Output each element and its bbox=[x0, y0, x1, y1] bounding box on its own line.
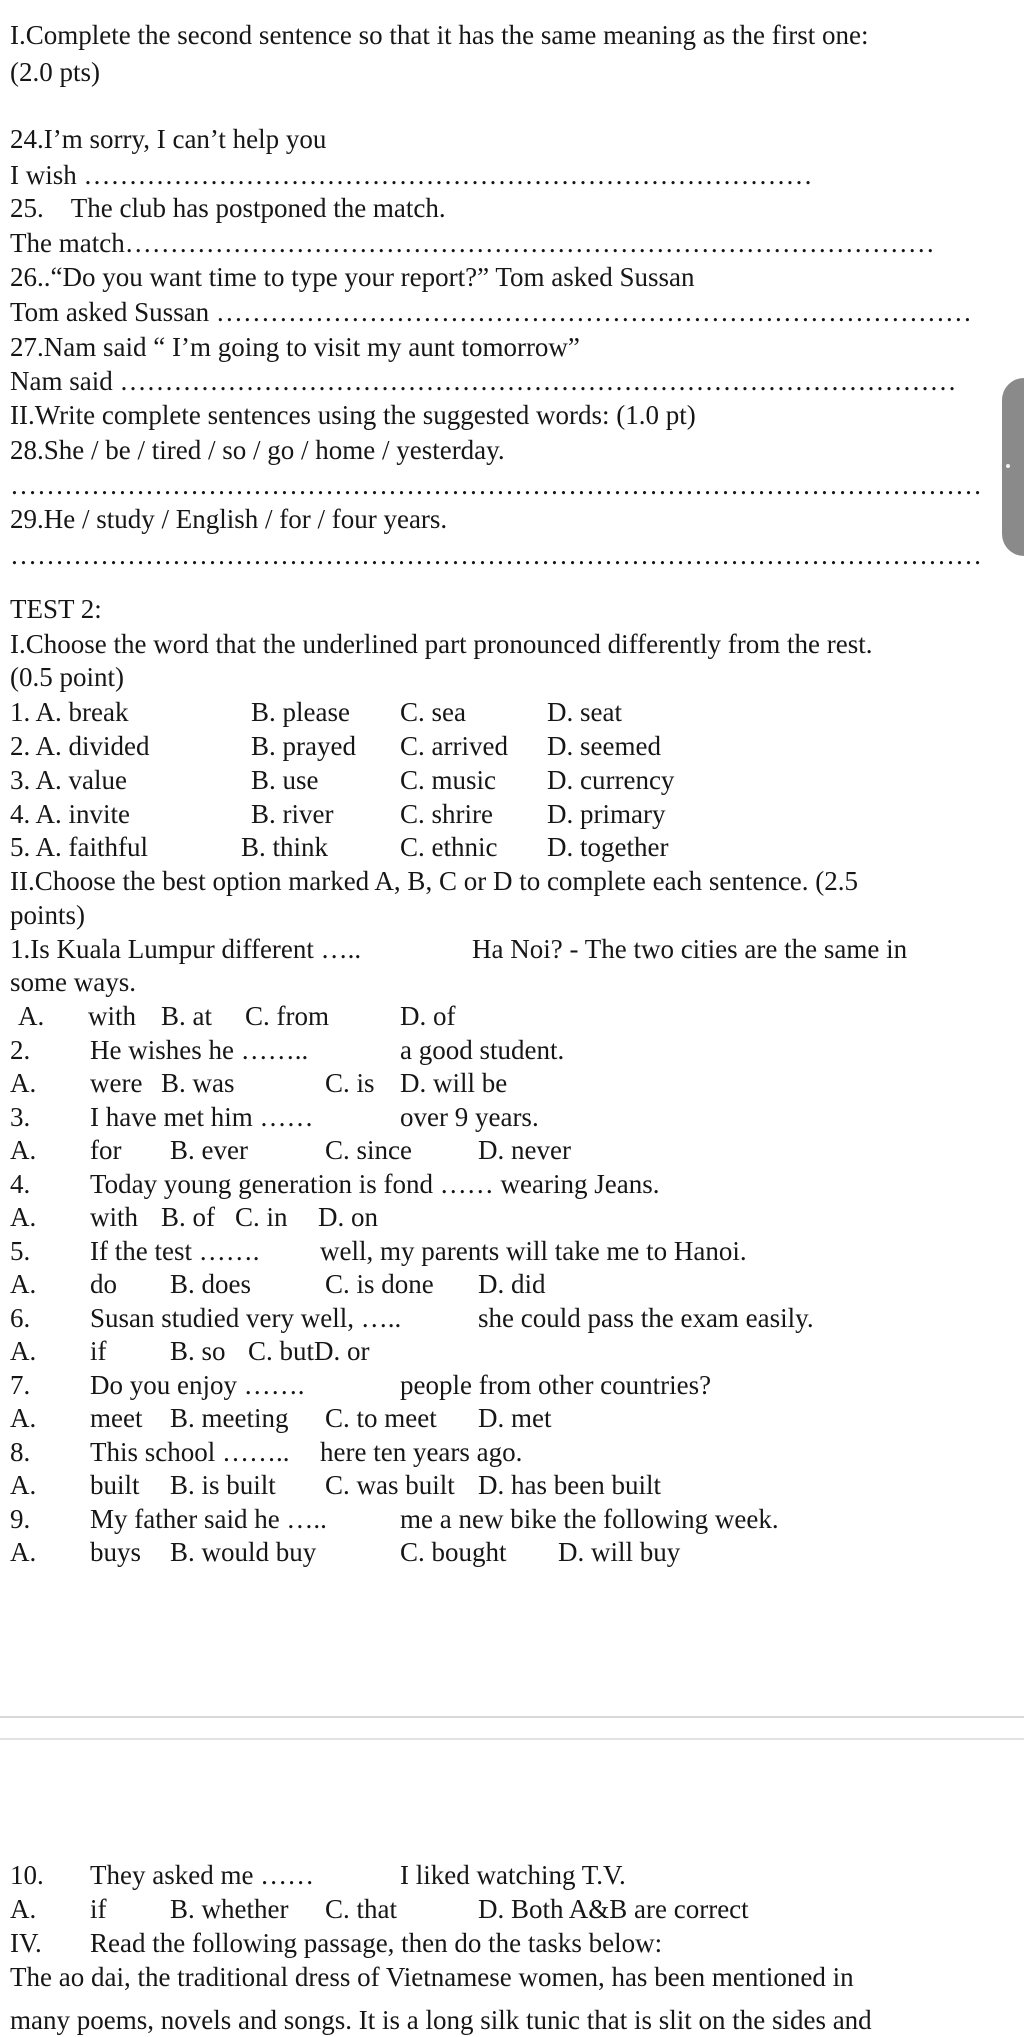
passage-line-2: many poems, novels and songs. It is a long silk tunic that is slit on the sides and bbox=[10, 2005, 872, 2035]
side-scroll-handle[interactable] bbox=[1002, 378, 1024, 556]
worksheet-page: I.Complete the second sentence so that it has the same meaning as the first one: (2.0 pts) 24.I’m sorry, I can’t help you I wish ……………………………………………………………………… 25. The club has postponed the match. The match……………………………………………………………………………… 26..“Do you want time to type your report?” Tom asked Sussan Tom asked Sussan ………………………………………………………………………… 27.Nam said “ I’m going to visit my aunt tomorrow” Nam said ………………………………………………………………………………… II.Write complete sentences using the suggested words: (1.0 pt) 28.She / be / tired / so / go / home / yesterday. ……………………………………………………………………………………………… 29.He / study / English / for / four years. ……………………………………………………………………………………………… TEST 2: I.Choose the word that the underlined part pronounced differently from the rest. (0.5 point) 1. A. break B. please C. sea D. seat 2. A. divided B. prayed C. arrived D. seemed 3. A. value B. use C. music D. currency 4. A. invite B. river C. shrire D. primary 5. A. faithful B. think C. ethnic D. together II.Choose the best option marked A, B, C or D to complete each sentence. (2.5 points) 1.Is Kuala Lumpur different ….. Ha Noi? - The two cities are the same in some ways. A. with B. at C. from D. of 2. He wishes he …….. a good student. A. were B. was C. is D. will be 3. I have met him …… over 9 years. A. for B. ever C. since D. never 4. Today young generation is fond …… wearing Jeans. A. with B. of C. in D. on 5. If the test ……. well, my parents will take me to Hanoi. A. do B. does C. is done D. did 6. Susan studied very well, ….. she could pass the exam easily. A. if B. so C. butD. or 7. Do you enjoy ……. people from other countries? A. meet B. meeting C. to meet D. met 8. This school …….. here ten years ago. A. built B. is built C. was built D. has been built 9. My father said he ….. me a new bike the following week. A. buys B. would buy C. bought D. will buy 10. They asked me …… I liked watching T.V. A. if B. whether C. that D. Both A&B are correct IV. Read the following passage, then do the tasks below: The ao dai, the traditional dress of Vietnamese women, has been mentioned in many poems, novels and songs. It is a long silk tunic that is slit on the sides and bbox=[0, 0, 1024, 2017]
handle-grip-icon bbox=[1006, 464, 1010, 468]
page-divider bbox=[0, 1716, 1024, 1718]
page-divider-shadow bbox=[0, 1738, 1024, 1740]
